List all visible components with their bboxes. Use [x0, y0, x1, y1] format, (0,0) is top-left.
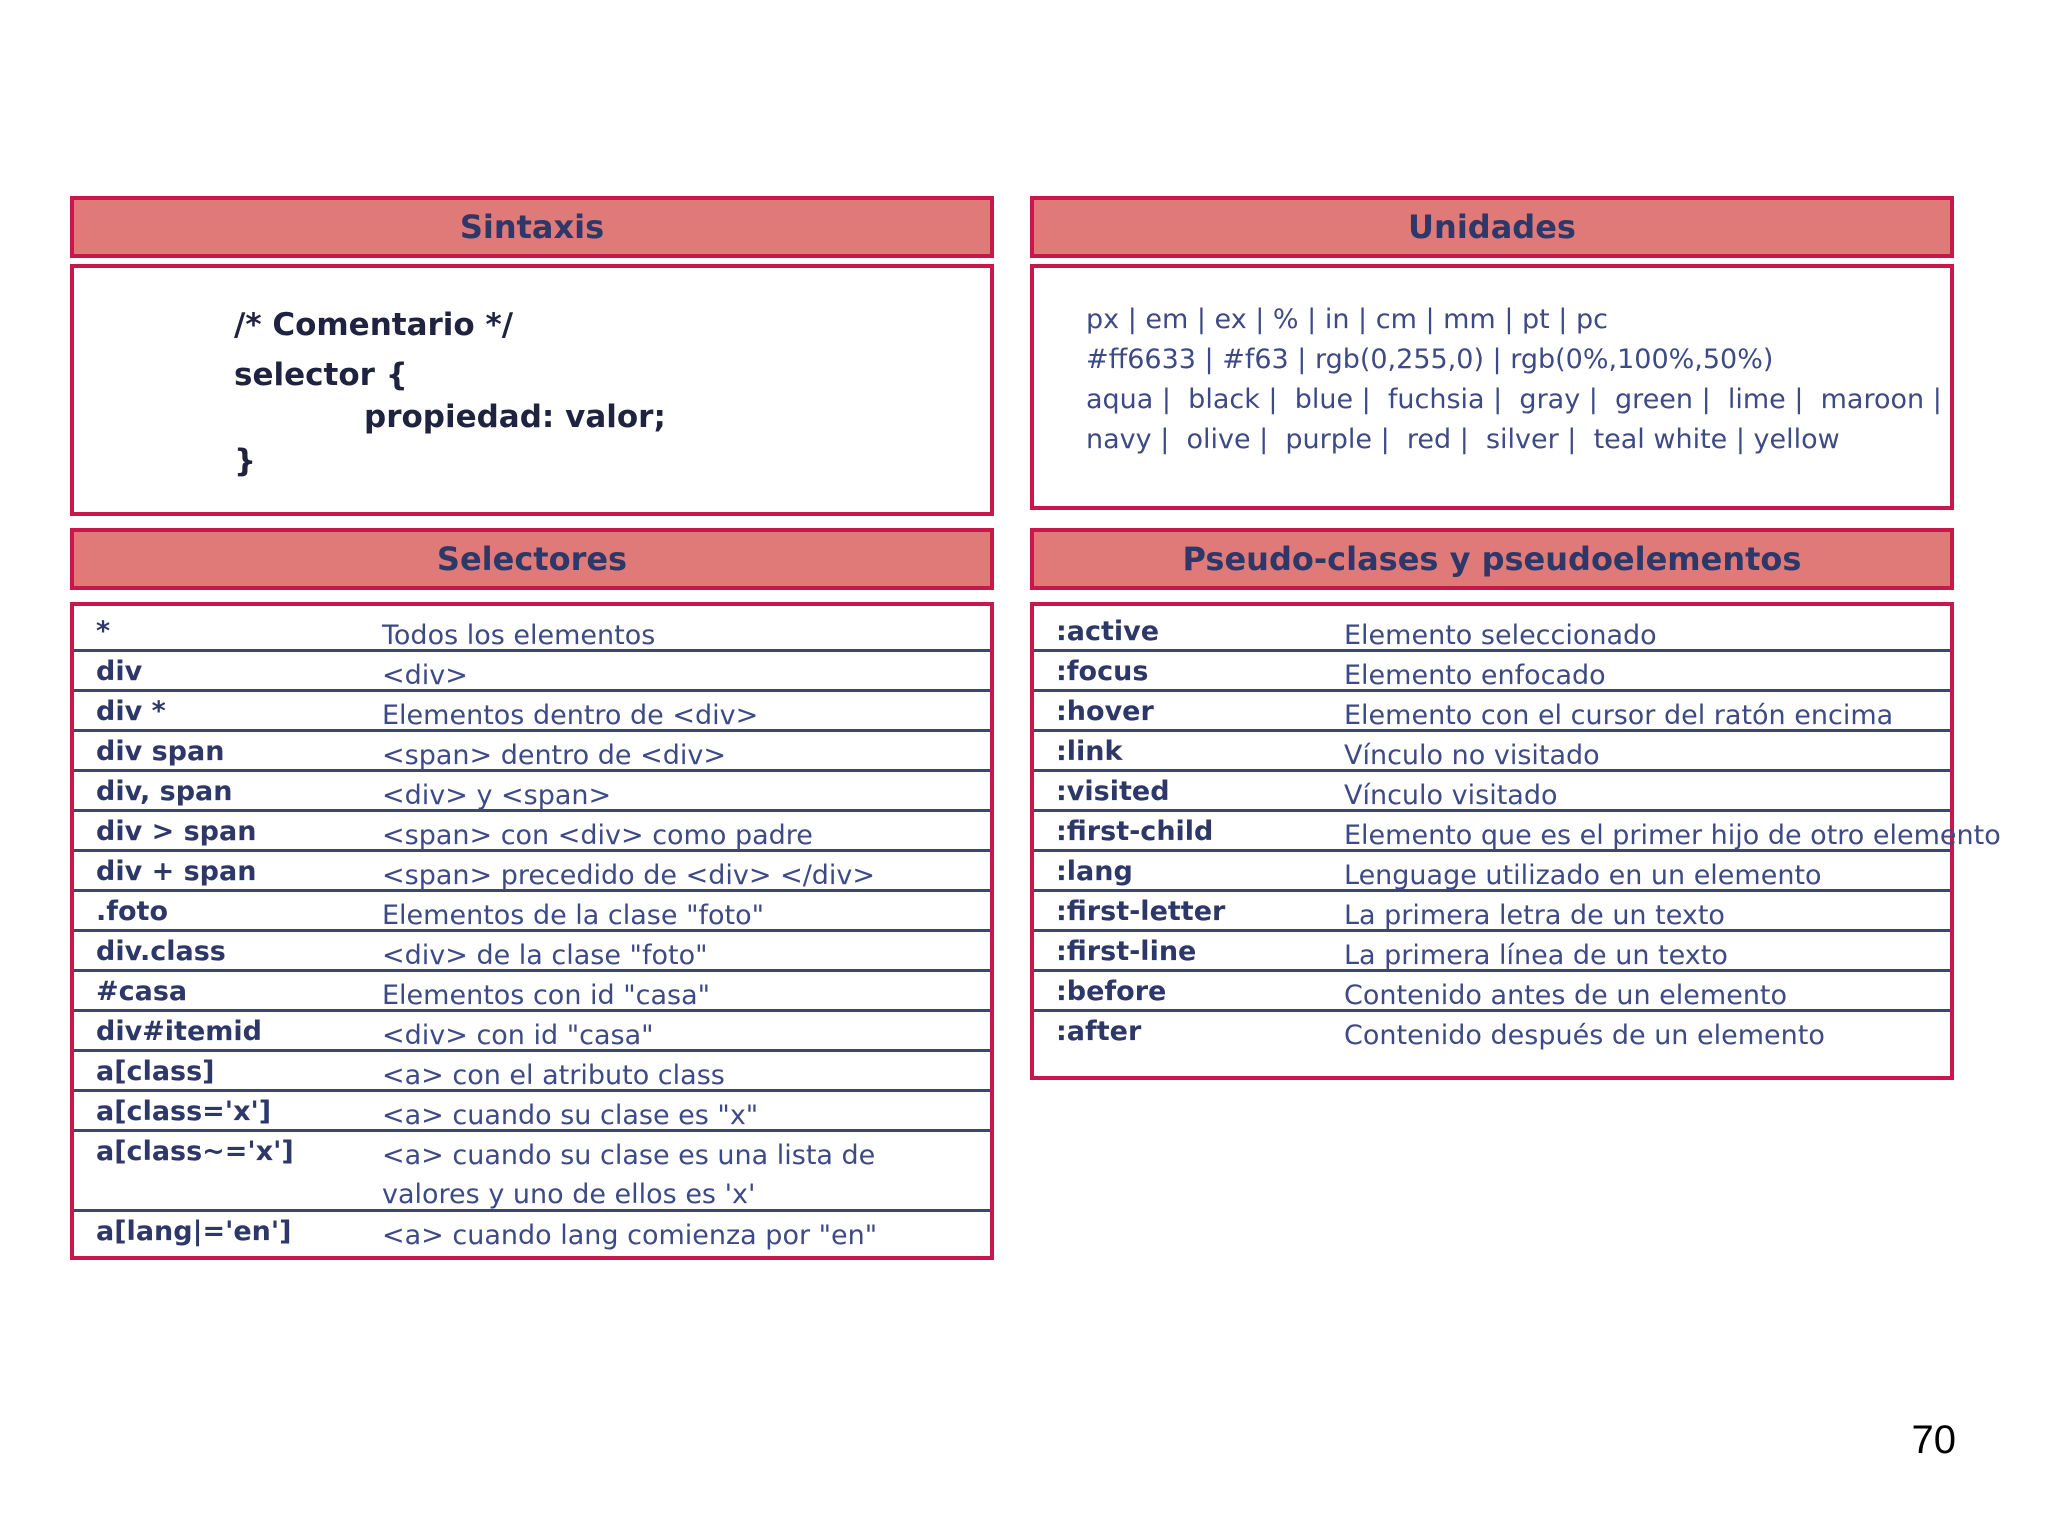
table-row [1034, 652, 1950, 692]
selector-desc: <a> cuando lang comienza por "en" [382, 1220, 878, 1251]
selector-key: .foto [96, 896, 169, 927]
table-row [1034, 892, 1950, 932]
selector-desc: <span> precedido de <div> </div> [382, 860, 876, 891]
code-selector: selector { [234, 357, 408, 393]
pseudo-key: :link [1056, 736, 1123, 767]
table-row [74, 1212, 990, 1252]
sintaxis-header [70, 196, 994, 258]
selector-desc: <span> dentro de <div> [382, 740, 726, 771]
selector-key: div, span [96, 776, 233, 807]
table-row [74, 852, 990, 892]
pseudo-key: :visited [1056, 776, 1170, 807]
selector-desc: <a> cuando su clase es una lista de valores y uno de ellos es 'x' [382, 1140, 876, 1210]
table-row [74, 1092, 990, 1132]
sintaxis-panel [70, 264, 994, 516]
selector-key: a[class~='x'] [96, 1136, 294, 1167]
table-row [1034, 732, 1950, 772]
table-row [1034, 932, 1950, 972]
units-line: aqua | black | blue | fuchsia | gray | green | lime | maroon | [1086, 384, 1942, 415]
selector-key: div [96, 656, 143, 687]
table-row [74, 932, 990, 972]
table-row [1034, 812, 2001, 852]
unidades-header [1030, 196, 1954, 258]
pseudo-key: :after [1056, 1016, 1142, 1047]
pseudo-key: :first-line [1056, 936, 1197, 967]
selector-key: div.class [96, 936, 226, 967]
table-row [1034, 772, 1950, 812]
pseudo-desc: Elemento que es el primer hijo de otro elemento [1344, 820, 2001, 851]
unidades-panel [1030, 264, 1954, 510]
code-comment: /* Comentario */ [234, 307, 514, 343]
selector-key: div > span [96, 816, 257, 847]
sintaxis-title: Sintaxis [459, 208, 605, 246]
pseudo-key: :before [1056, 976, 1167, 1007]
code-declaration: propiedad: valor; [364, 399, 666, 435]
pseudo-header [1030, 528, 1954, 590]
table-row [1034, 972, 1950, 1012]
table-row [1034, 612, 1950, 652]
units-line: px | em | ex | % | in | cm | mm | pt | pc [1086, 304, 1608, 335]
selector-desc: <a> cuando su clase es "x" [382, 1100, 759, 1131]
pseudo-key: :hover [1056, 696, 1154, 727]
table-row [74, 772, 990, 812]
pseudo-desc: Lenguage utilizado en un elemento [1344, 860, 1822, 891]
unidades-title: Unidades [1408, 208, 1576, 246]
selector-desc: <span> con <div> como padre [382, 820, 813, 851]
table-row [74, 1052, 990, 1092]
pseudo-desc: Contenido después de un elemento [1344, 1020, 1825, 1051]
selector-desc: <div> [382, 660, 468, 691]
pseudo-key: :first-child [1056, 816, 1214, 847]
pseudo-panel [1030, 602, 2001, 1080]
table-row [74, 652, 990, 692]
selector-key: div#itemid [96, 1016, 262, 1047]
pseudo-desc: Vínculo visitado [1344, 780, 1558, 811]
pseudo-desc: Vínculo no visitado [1344, 740, 1600, 771]
table-row [74, 612, 990, 652]
selector-desc: Elementos con id "casa" [382, 980, 711, 1011]
units-line: #ff6633 | #f63 | rgb(0,255,0) | rgb(0%,100%,50%) [1086, 344, 1774, 375]
pseudo-key: :focus [1056, 656, 1149, 687]
pseudo-desc: Elemento enfocado [1344, 660, 1606, 691]
pseudo-desc: Elemento con el cursor del ratón encima [1344, 700, 1894, 731]
pseudo-desc: La primera letra de un texto [1344, 900, 1725, 931]
selector-desc: <div> y <span> [382, 780, 612, 811]
selector-key: div * [96, 696, 166, 727]
selector-desc: Elementos de la clase "foto" [382, 900, 765, 931]
selector-desc: Elementos dentro de <div> [382, 700, 759, 731]
selector-desc: Todos los elementos [382, 620, 656, 651]
selectores-panel [70, 602, 994, 1260]
pseudo-desc: Elemento seleccionado [1344, 620, 1657, 651]
selector-desc: <a> con el atributo class [382, 1060, 725, 1091]
units-line: navy | olive | purple | red | silver | teal white | yellow [1086, 424, 1840, 455]
selector-key: #casa [96, 976, 188, 1007]
selectores-header [70, 528, 994, 590]
table-row [74, 1132, 990, 1212]
table-row [1034, 852, 1950, 892]
pseudo-key: :active [1056, 616, 1160, 647]
selector-key: a[class] [96, 1056, 215, 1087]
pseudo-title: Pseudo-clases y pseudoelementos [1182, 540, 1802, 578]
table-row [74, 1012, 990, 1052]
pseudo-desc: La primera línea de un texto [1344, 940, 1728, 971]
table-row [1034, 692, 1950, 732]
pseudo-desc: Contenido antes de un elemento [1344, 980, 1788, 1011]
pseudo-key: :lang [1056, 856, 1133, 887]
table-row [74, 732, 990, 772]
selector-desc: <div> con id "casa" [382, 1020, 654, 1051]
selector-key: a[lang|='en'] [96, 1216, 292, 1247]
table-row [74, 812, 990, 852]
code-close-brace: } [234, 443, 257, 479]
table-row [74, 892, 990, 932]
selectores-title: Selectores [436, 540, 628, 578]
pseudo-key: :first-letter [1056, 896, 1226, 927]
page-number: 70 [1911, 1418, 1956, 1462]
selector-desc: <div> de la clase "foto" [382, 940, 708, 971]
selector-key: div span [96, 736, 225, 767]
selector-key: * [96, 616, 111, 647]
table-row [74, 972, 990, 1012]
selector-key: div + span [96, 856, 257, 887]
table-row [74, 692, 990, 732]
table-row [1034, 1012, 1950, 1052]
selector-key: a[class='x'] [96, 1096, 272, 1127]
